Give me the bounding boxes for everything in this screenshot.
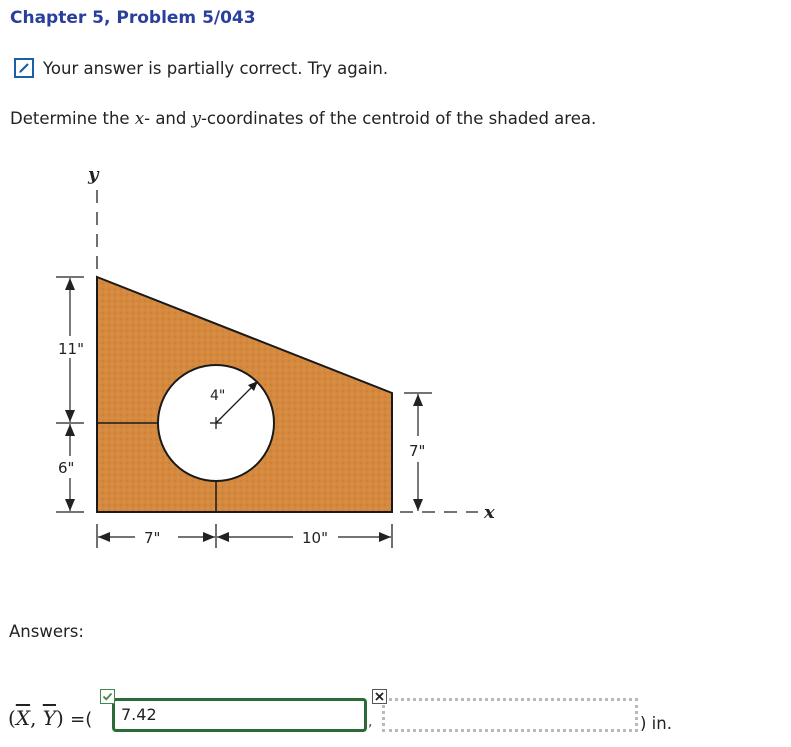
centroid-figure: [0, 150, 520, 560]
dim-7-right-arrow-up: [413, 394, 423, 406]
status-message: Your answer is partially correct. Try again.: [43, 58, 389, 78]
pencil-icon: [14, 58, 34, 78]
dim-11-arrow-up: [65, 278, 75, 290]
units-label: ) in.: [640, 714, 672, 733]
dim-7-bottom-arrow-right: [203, 532, 215, 542]
y-answer-input[interactable]: [382, 698, 638, 732]
dim-11-arrow-down: [65, 410, 75, 422]
eq-close-paren: ): [55, 706, 64, 730]
eq-comma: ,: [30, 706, 37, 730]
question-prefix: Determine the: [10, 109, 135, 128]
x-mark-icon: [372, 689, 387, 704]
equals-sign: =(: [70, 709, 93, 730]
dim-4-label: 4": [210, 388, 226, 404]
centroid-equation: [8, 706, 92, 730]
y-axis-label: y: [88, 164, 99, 185]
question-middle: - and: [144, 109, 192, 128]
dim-6-arrow-down: [65, 499, 75, 511]
question-text: [10, 109, 596, 128]
ybar-symbol: $\overline{Y}$: [42, 706, 56, 730]
x-axis-label: x: [484, 502, 495, 523]
checkmark-icon: [100, 689, 115, 704]
dim-6-arrow-up: [65, 424, 75, 436]
dim-7-right-arrow-down: [413, 499, 423, 511]
xbar-symbol: $\overline{X}$: [15, 706, 31, 730]
dim-7-right-label: 7": [409, 442, 426, 460]
question-suffix: -coordinates of the centroid of the shaded area.: [200, 109, 597, 128]
problem-title: Chapter 5, Problem 5/043: [10, 8, 256, 28]
dim-7-bottom-arrow-left: [98, 532, 110, 542]
x-answer-input[interactable]: 7.42: [112, 698, 367, 732]
dim-11-label: 11": [58, 340, 84, 358]
answers-label: Answers:: [9, 622, 84, 641]
question-y-var: y: [191, 109, 201, 128]
dim-6-label: 6": [58, 459, 75, 477]
dim-10-label: 10": [302, 529, 328, 547]
dim-10-arrow-right: [379, 532, 391, 542]
question-x-var: x: [134, 109, 145, 128]
dim-10-arrow-left: [217, 532, 229, 542]
eq-open-paren: (: [8, 706, 16, 730]
dim-7-bottom-label: 7": [144, 529, 161, 547]
status-row: [14, 58, 388, 78]
answer-separator: ,: [368, 714, 373, 730]
